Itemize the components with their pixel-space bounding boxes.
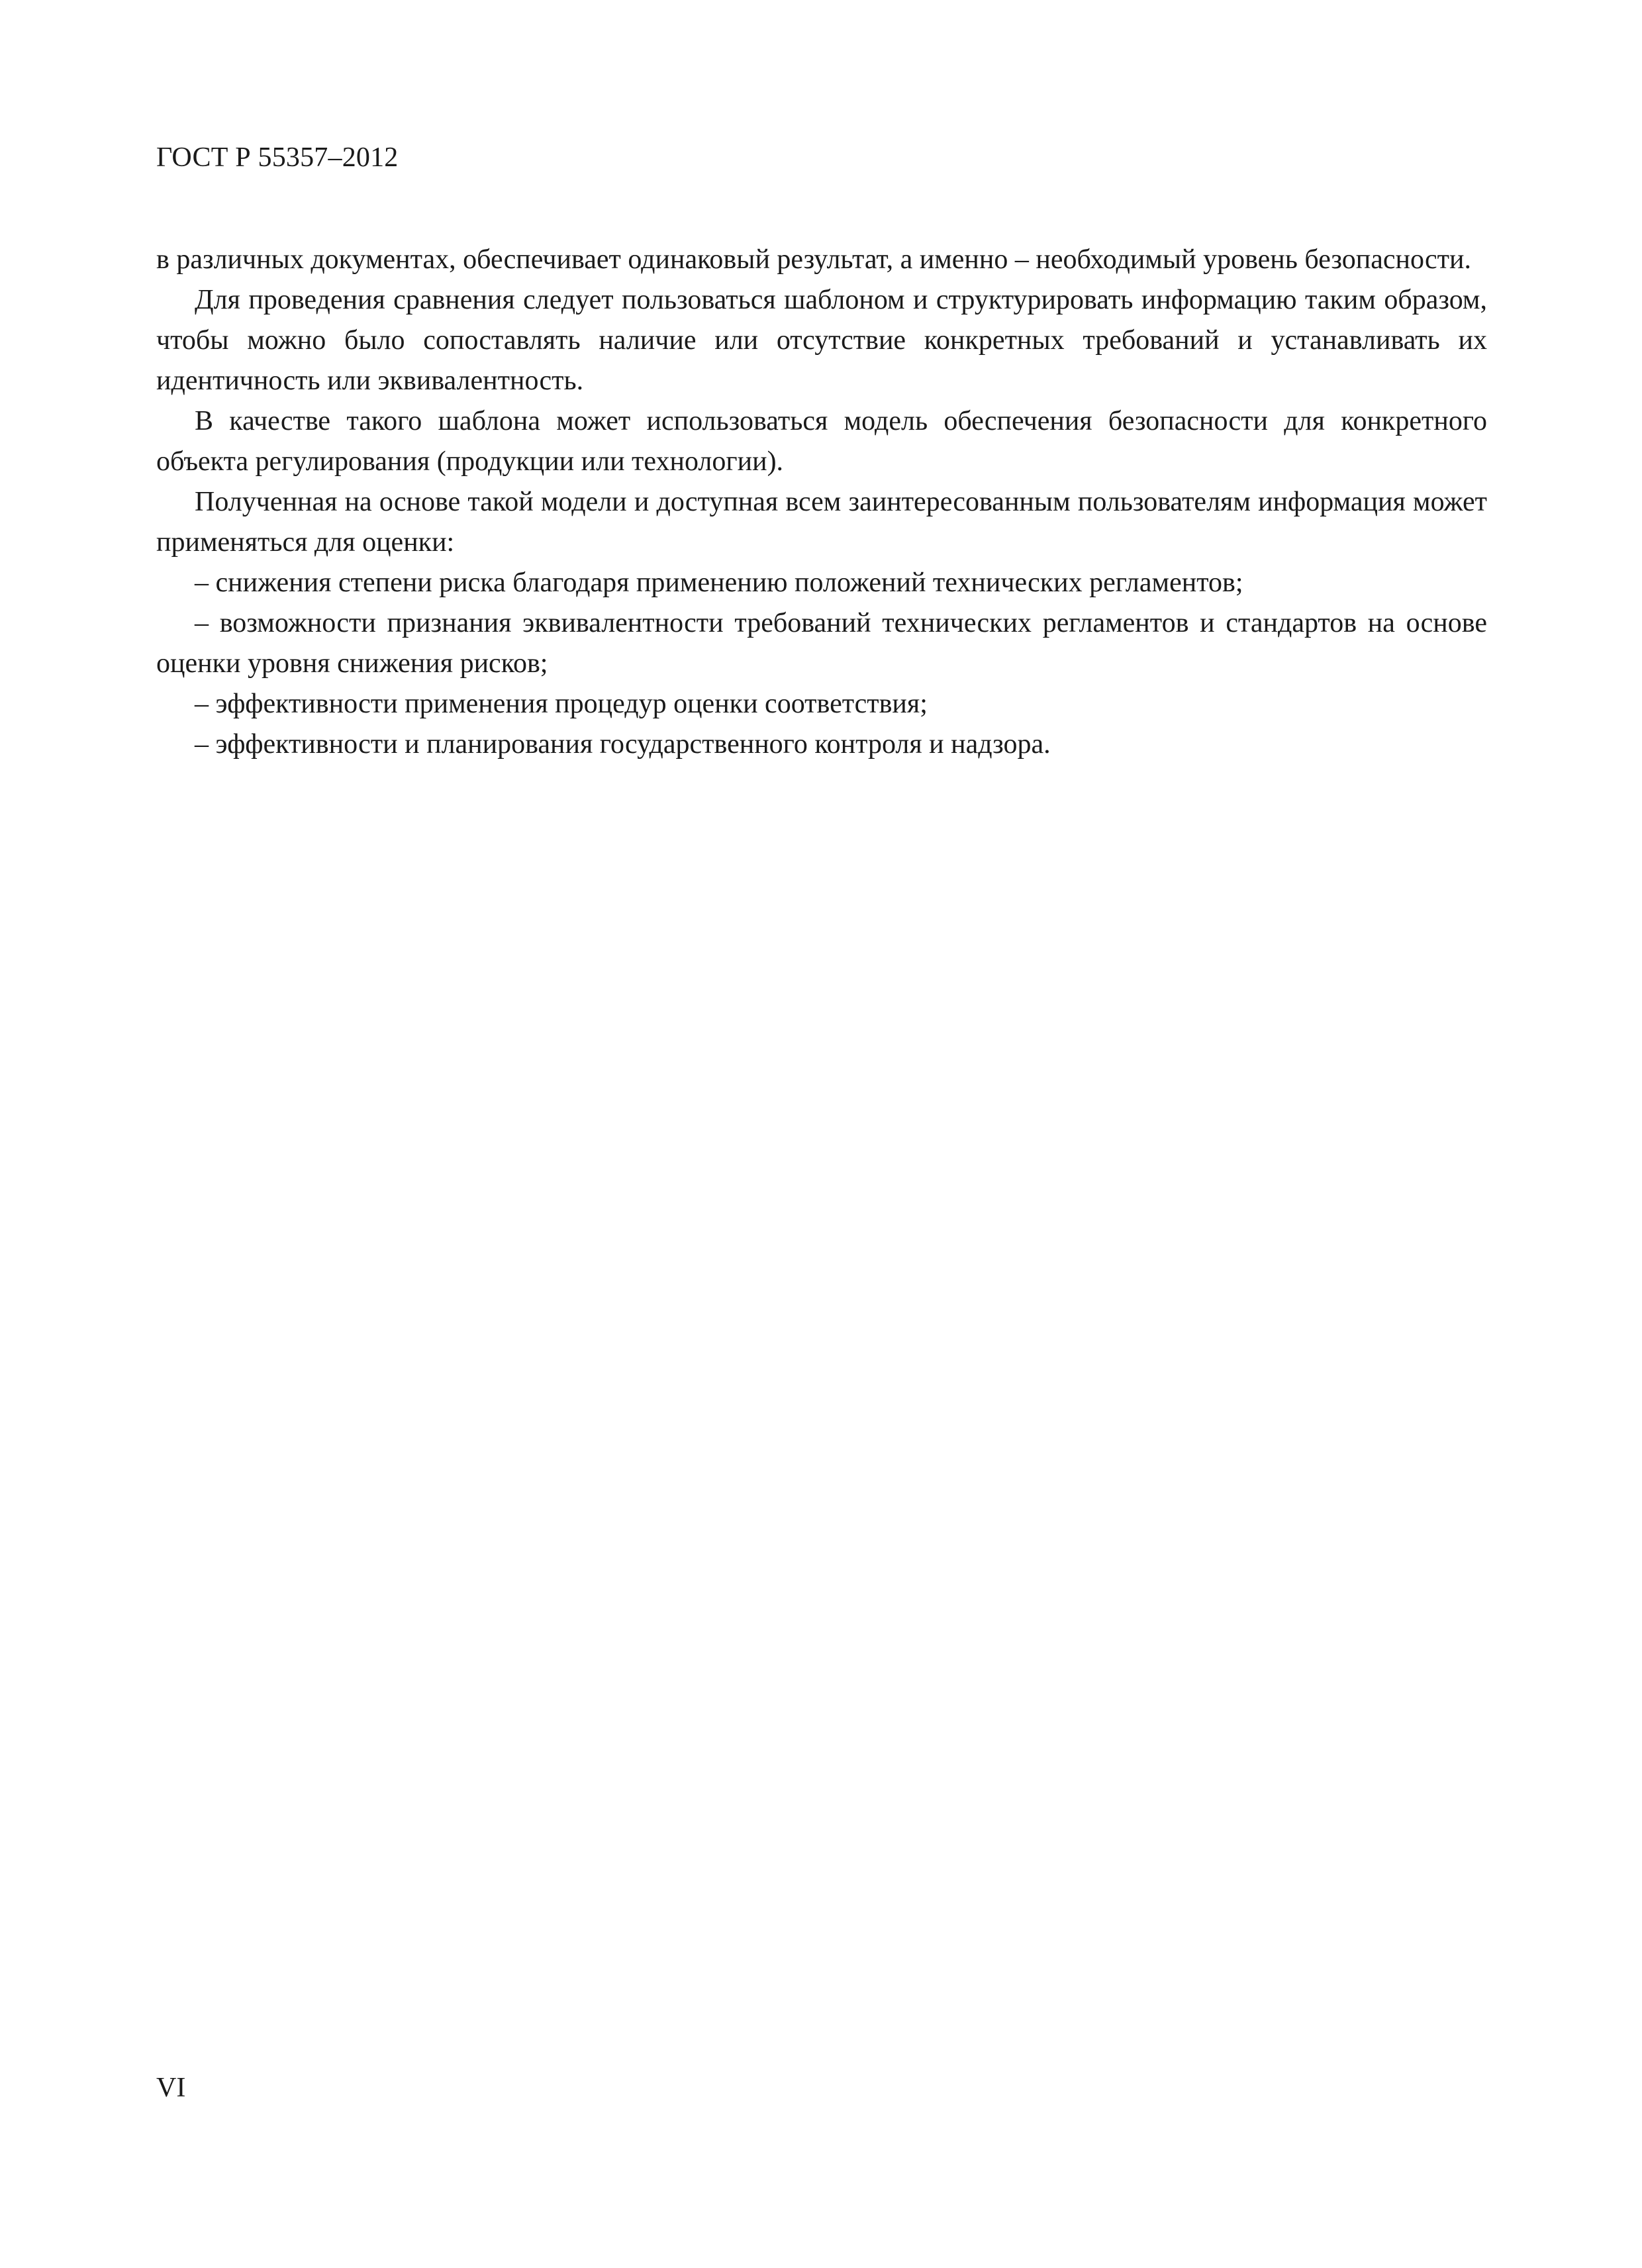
list-item: – снижения степени риска благодаря применению положений технических регламентов; <box>195 567 1243 598</box>
document-header: ГОСТ Р 55357–2012 <box>156 142 399 173</box>
paragraph-comparison: Для проведения сравнения следует пользоваться шаблоном и структурировать информацию таким образом, чтобы можно было сопоставлять наличие или отсутствие конкретных требований и устанавливать их идентичность или эквивалентность. <box>156 285 1487 396</box>
list-item: – возможности признания эквивалентности требований технических регламентов и стандартов на основе оценки уровня снижения рисков; <box>156 608 1487 679</box>
list-item: – эффективности и планирования государственного контроля и надзора. <box>195 729 1051 760</box>
paragraph-information: Полученная на основе такой модели и доступная всем заинтересованным пользователям информация может применяться для оценки: <box>156 487 1487 558</box>
paragraph-template: В качестве такого шаблона может использоваться модель обеспечения безопасности для конкретного объекта регулирования (продукции или технологии). <box>156 406 1487 477</box>
list-item: – эффективности применения процедур оценки соответствия; <box>195 689 928 719</box>
paragraph-continuation: в различных документах, обеспечивает одинаковый результат, а именно – необходимый уровень безопасности. <box>156 244 1471 275</box>
page-number: VI <box>156 2073 186 2103</box>
document-body <box>156 240 1487 765</box>
